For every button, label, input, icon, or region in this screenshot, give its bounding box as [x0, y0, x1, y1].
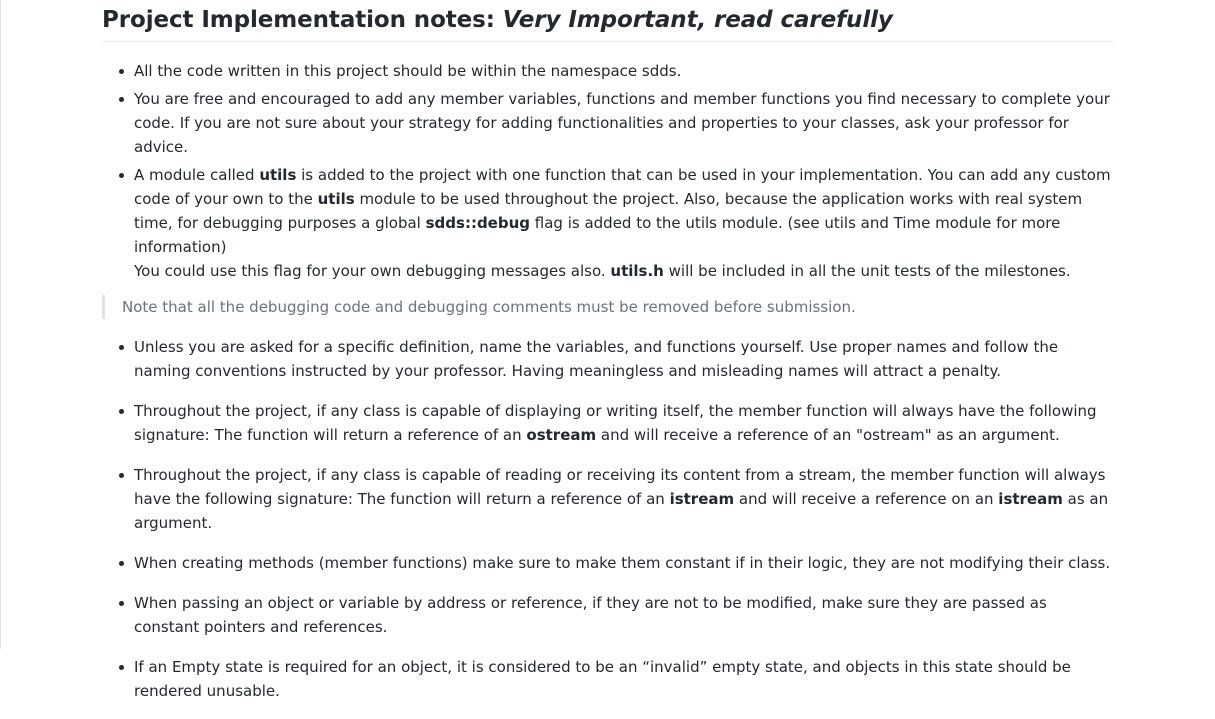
heading-text: Project Implementation notes:	[102, 7, 503, 33]
list-item-const-methods	[134, 551, 1114, 575]
list-item-text: and will receive a reference of an "ostream" as an argument.	[596, 426, 1060, 444]
bold-utils: utils	[259, 166, 297, 184]
debug-note-blockquote	[102, 295, 1114, 319]
list-item-ostream-signature	[134, 399, 1114, 447]
bold-istream: istream	[998, 490, 1063, 508]
list-item-text: flag is added to the utils module. (see utils and Time module for more information)	[134, 214, 1061, 256]
list-item-text: as an argument.	[134, 490, 1109, 532]
notes-list-1	[102, 59, 1114, 283]
list-item-text: You are free and encouraged to add any member variables, functions and member functions you find necessary to complete your code. If you are not sure about your strategy for adding functionalities and properties to your classes, ask your professor for advice.	[134, 90, 1110, 156]
list-item-empty-state	[134, 655, 1114, 703]
list-item-text: If an Empty state is required for an object, it is considered to be an “invalid” empty state, and objects in this state should be rendered unusable.	[134, 658, 1071, 700]
section-heading	[102, 0, 1114, 42]
page-left-border	[0, 0, 1, 649]
list-item-text: Unless you are asked for a specific definition, name the variables, and functions yourself. Use proper names and follow the naming conventions instructed by your professor. Having meaningless and misleading names will attract a penalty.	[134, 338, 1059, 380]
note-text: Note that all the debugging code and debugging comments must be removed before submission.	[122, 298, 856, 316]
bold-utils: utils	[317, 190, 355, 208]
list-item-text: All the code written in this project should be within the namespace sdds.	[134, 62, 682, 80]
bold-ostream: ostream	[526, 426, 597, 444]
list-item-text: Throughout the project, if any class is capable of displaying or writing itself, the member function will always have the following signature: The function will return a reference of an	[134, 402, 1097, 444]
list-item-member-variables	[134, 87, 1114, 159]
list-item-text: When passing an object or variable by address or reference, if they are not to be modified, make sure they are passed as constant pointers and references.	[134, 594, 1047, 636]
list-item-naming	[134, 335, 1114, 383]
list-item-text: Throughout the project, if any class is capable of reading or receiving its content from a stream, the member function will always have the following signature: The function will return a reference of an	[134, 466, 1106, 508]
document-content	[102, 0, 1114, 719]
list-item-utils-module	[134, 163, 1114, 283]
heading-emphasis: Very Important, read carefully	[502, 7, 893, 33]
list-item-istream-signature	[134, 463, 1114, 535]
list-item-text: is added to the project with one function that can be used in your implementation. You can add any custom code of your own to the	[134, 166, 1111, 208]
bold-utils-header: utils.h	[610, 262, 664, 280]
list-item-second-line	[134, 259, 1114, 283]
list-item-text: and will receive a reference on an	[734, 490, 999, 508]
notes-list-2	[102, 335, 1114, 703]
list-item-text: A module called	[134, 166, 260, 184]
list-item-namespace	[134, 59, 1114, 83]
list-item-const-references	[134, 591, 1114, 639]
list-item-text: module to be used throughout the project. Also, because the application works with real system time, for debugging purposes a global	[134, 190, 1083, 232]
bold-istream: istream	[669, 490, 735, 508]
list-item-text: will be included in all the unit tests of the milestones.	[663, 262, 1071, 280]
bold-debug-flag: sdds::debug	[425, 214, 531, 232]
list-item-text: When creating methods (member functions) make sure to make them constant if in their logic, they are not modifying their class.	[134, 554, 1111, 572]
list-item-text: You could use this flag for your own debugging messages also.	[134, 262, 611, 280]
